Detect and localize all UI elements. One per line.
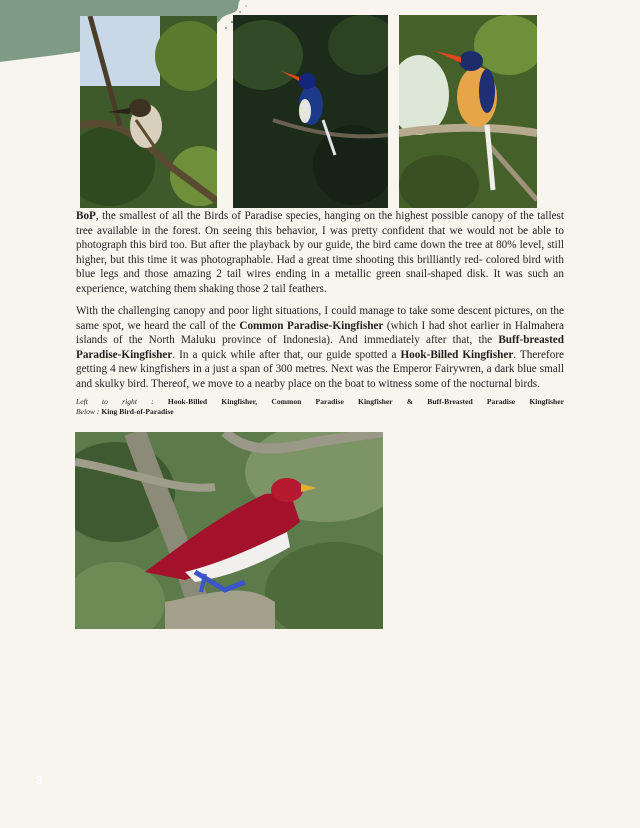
paragraph-2-part-3: . In a quick while after that, our guide spotted a [172, 348, 401, 361]
body-paragraph-1 [76, 209, 564, 297]
paragraph-2-part-2: (which I had shot earlier in Halmahera islands of the North Maluku province of Indonesia). And immediately after that, the [76, 319, 564, 347]
bop-term: BoP [76, 210, 96, 222]
caption-prefix-left-to-right: Left to right : [76, 397, 168, 406]
photo-common-paradise-kingfisher [233, 15, 388, 208]
common-paradise-kingfisher-term: Common Paradise-Kingfisher [239, 319, 384, 332]
photo-hook-billed-kingfisher [80, 16, 217, 208]
caption-bottom-name: King Bird-of-Paradise [101, 407, 174, 416]
paragraph-2-part-1: With the challenging canopy and poor light situations, I could manage to take some descent pictures, on the same spot, we heard the call of the [76, 305, 564, 332]
paragraph-2-part-4: . Therefore getting 4 new kingfishers in a just a span of 300 metres. Next was the Emperor Fairywren, a dark blue small and skulky bird. Thereof, we move to a nearby place on the boat to witness some of the nocturnal birds. [76, 348, 565, 390]
body-paragraph-2 [76, 304, 564, 392]
caption-top-photos [76, 397, 564, 407]
page-number: 3 [36, 773, 43, 787]
paragraph-1-text: , the smallest of all the Birds of Paradise species, hanging on the highest possible canopy of the tallest tree available in the forest. On seeing this behavior, I was pretty confident that we would not be able to photograph this bird too. But after the playback by our guide, the bird came down the tree at 80% level, still higher, but this time it was photographable. Had a great time shooting this brilliantly red- colored bird with blue legs and those amazing 2 tail wires ending in a metallic green snail-shaped disk. It was such an experience, watching them shaking those 2 tail feathers. [76, 210, 564, 295]
photo-king-bird-of-paradise [75, 432, 383, 629]
caption-bottom-photo [76, 407, 564, 417]
photo-buff-breasted-paradise-kingfisher [399, 15, 537, 208]
hook-billed-kingfisher-term: Hook-Billed Kingfisher [400, 348, 514, 361]
caption-top-names: Hook-Billed Kingfisher, Common Paradise Kingfisher & Buff-Breasted Paradise Kingfisher [167, 397, 564, 406]
caption-prefix-below: Below : [76, 407, 102, 416]
buff-breasted-paradise-kingfisher-term: Buff-breasted Paradise-Kingfisher [76, 334, 564, 361]
